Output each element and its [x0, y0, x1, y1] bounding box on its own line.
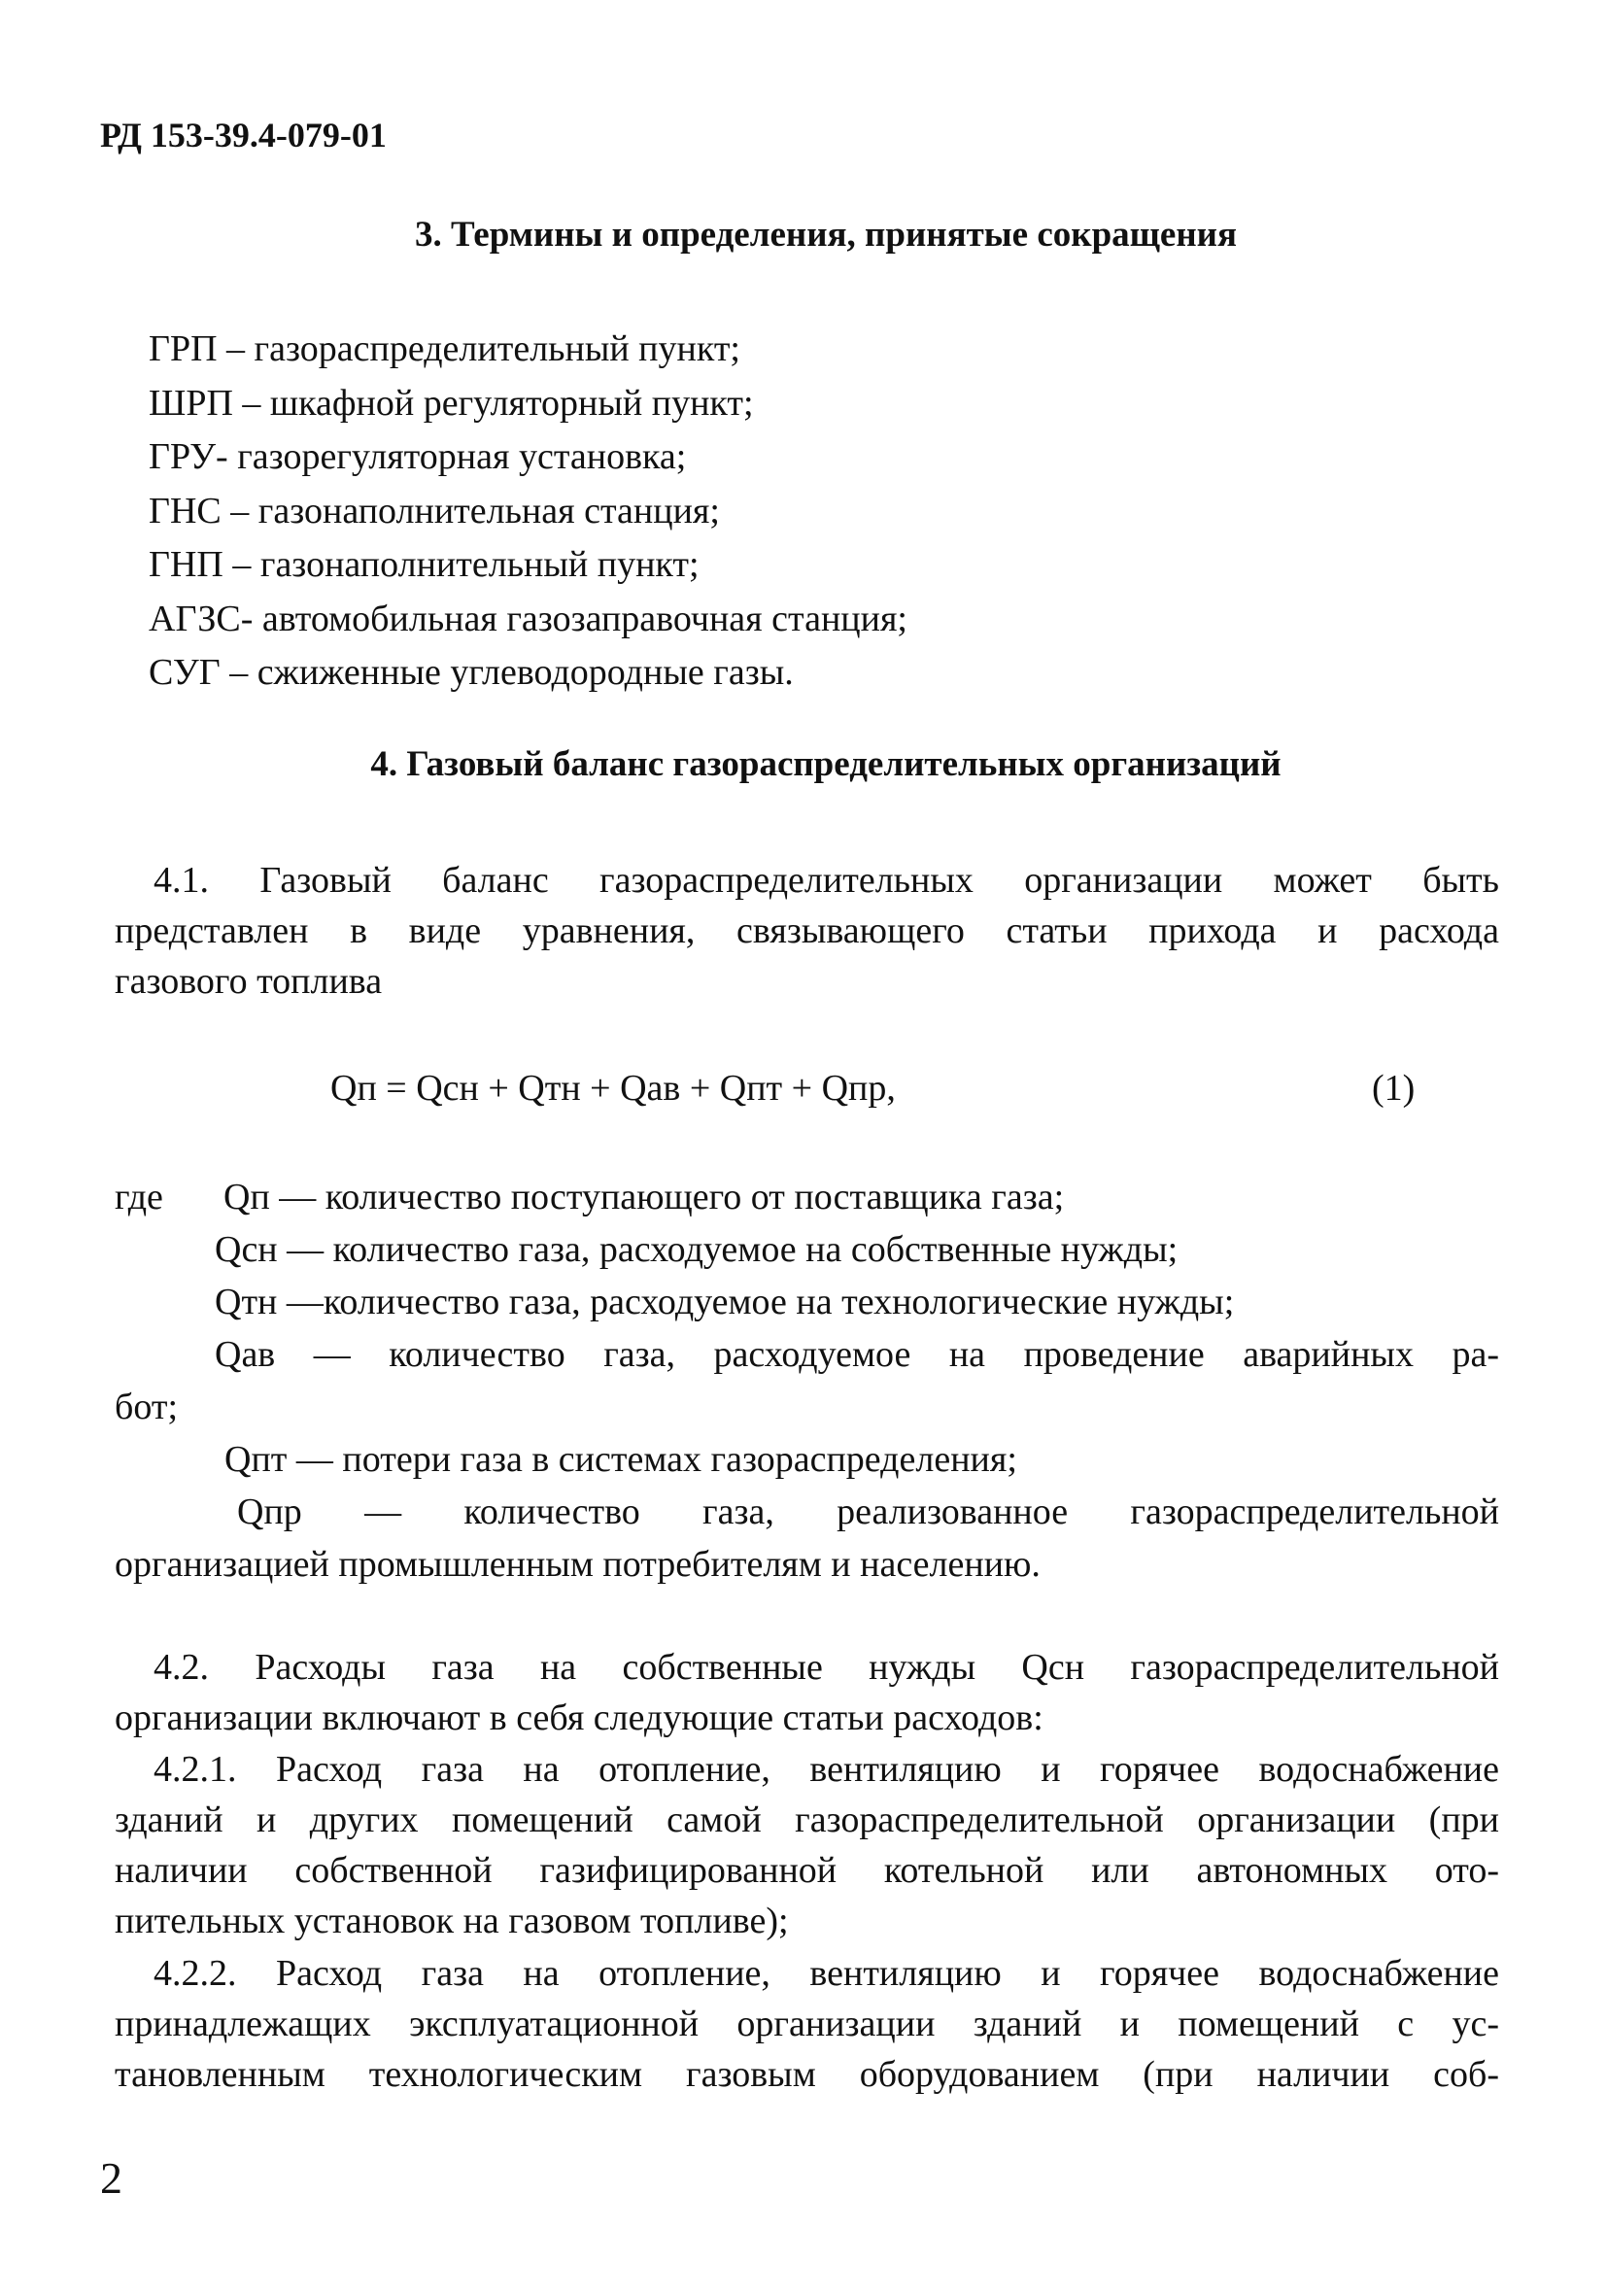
abbreviation-list	[149, 323, 907, 701]
paragraph-line: 4.2.2. Расход газа на отопление, вентиляцию и горячее водоснабжение	[154, 1953, 1499, 1994]
document-code: РД 153-39.4-079-01	[100, 116, 387, 154]
paragraph-line: 4.2. Расходы газа на собственные нужды Qсн газораспределительной	[154, 1647, 1499, 1688]
paragraph-line: пительных установок на газовом топливе);	[115, 1901, 789, 1941]
definition-qp: Qп — количество поступающего от поставщика газа;	[223, 1177, 1065, 1217]
definition-qpt: Qпт — потери газа в системах газораспределения;	[224, 1439, 1017, 1480]
page-number: 2	[100, 2153, 122, 2203]
section-4-title: 4. Газовый баланс газораспределительных организаций	[370, 744, 1282, 784]
definition-qav: Qав — количество газа, расходуемое на проведение аварийных ра-	[215, 1334, 1499, 1375]
paragraph-line: наличии собственной газифицированной котельной или автономных ото-	[115, 1850, 1499, 1891]
paragraph-4-2	[115, 1642, 1499, 1743]
paragraph-line: зданий и других помещений самой газораспределительной организации (при	[115, 1799, 1499, 1840]
abbreviation-item: АГЗС- автомобильная газозаправочная станция;	[149, 598, 907, 639]
abbreviation-item: ГРУ- газорегуляторная установка;	[149, 436, 687, 477]
paragraph-line: 4.2.1. Расход газа на отопление, вентиляцию и горячее водоснабжение	[154, 1749, 1499, 1790]
paragraph-4-1	[115, 855, 1499, 1007]
definition-qpr: Qпр — количество газа, реализованное газораспределительной	[237, 1491, 1499, 1532]
equation-number: (1)	[1372, 1068, 1416, 1109]
definition-qav-continuation: бот;	[115, 1387, 178, 1427]
where-label: где	[115, 1177, 163, 1217]
abbreviation-item: ШРП – шкафной регуляторный пункт;	[149, 382, 754, 424]
paragraph-4-2-2	[115, 1948, 1499, 2100]
definition-qsn: Qсн — количество газа, расходуемое на собственные нужды;	[215, 1229, 1179, 1270]
definition-qtn: Qтн —количество газа, расходуемое на технологические нужды;	[215, 1282, 1235, 1322]
paragraph-line: газового топлива	[115, 961, 383, 1002]
balance-equation: Qп = Qсн + Qтн + Qав + Qпт + Qпр,	[330, 1068, 896, 1109]
paragraph-line: принадлежащих эксплуатационной организации зданий и помещений с ус-	[115, 2004, 1499, 2044]
paragraph-4-2-1	[115, 1744, 1499, 1946]
paragraph-line: 4.1. Газовый баланс газораспределительных организации может быть	[154, 860, 1499, 901]
abbreviation-item: ГНС – газонаполнительная станция;	[149, 490, 720, 531]
definition-qpr-continuation: организацией промышленным потребителям и населению.	[115, 1544, 1041, 1585]
paragraph-line: представлен в виде уравнения, связывающего статьи прихода и расхода	[115, 910, 1499, 951]
abbreviation-item: СУГ – сжиженные углеводородные газы.	[149, 652, 794, 693]
equation-definitions	[115, 1171, 1499, 1591]
paragraph-line: организации включают в себя следующие статьи расходов:	[115, 1697, 1043, 1738]
section-3-title: 3. Термины и определения, принятые сокращения	[415, 215, 1237, 255]
paragraph-line: тановленным технологическим газовым оборудованием (при наличии соб-	[115, 2054, 1499, 2095]
abbreviation-item: ГНП – газонаполнительный пункт;	[149, 544, 700, 585]
abbreviation-item: ГРП – газораспределительный пункт;	[149, 328, 740, 369]
